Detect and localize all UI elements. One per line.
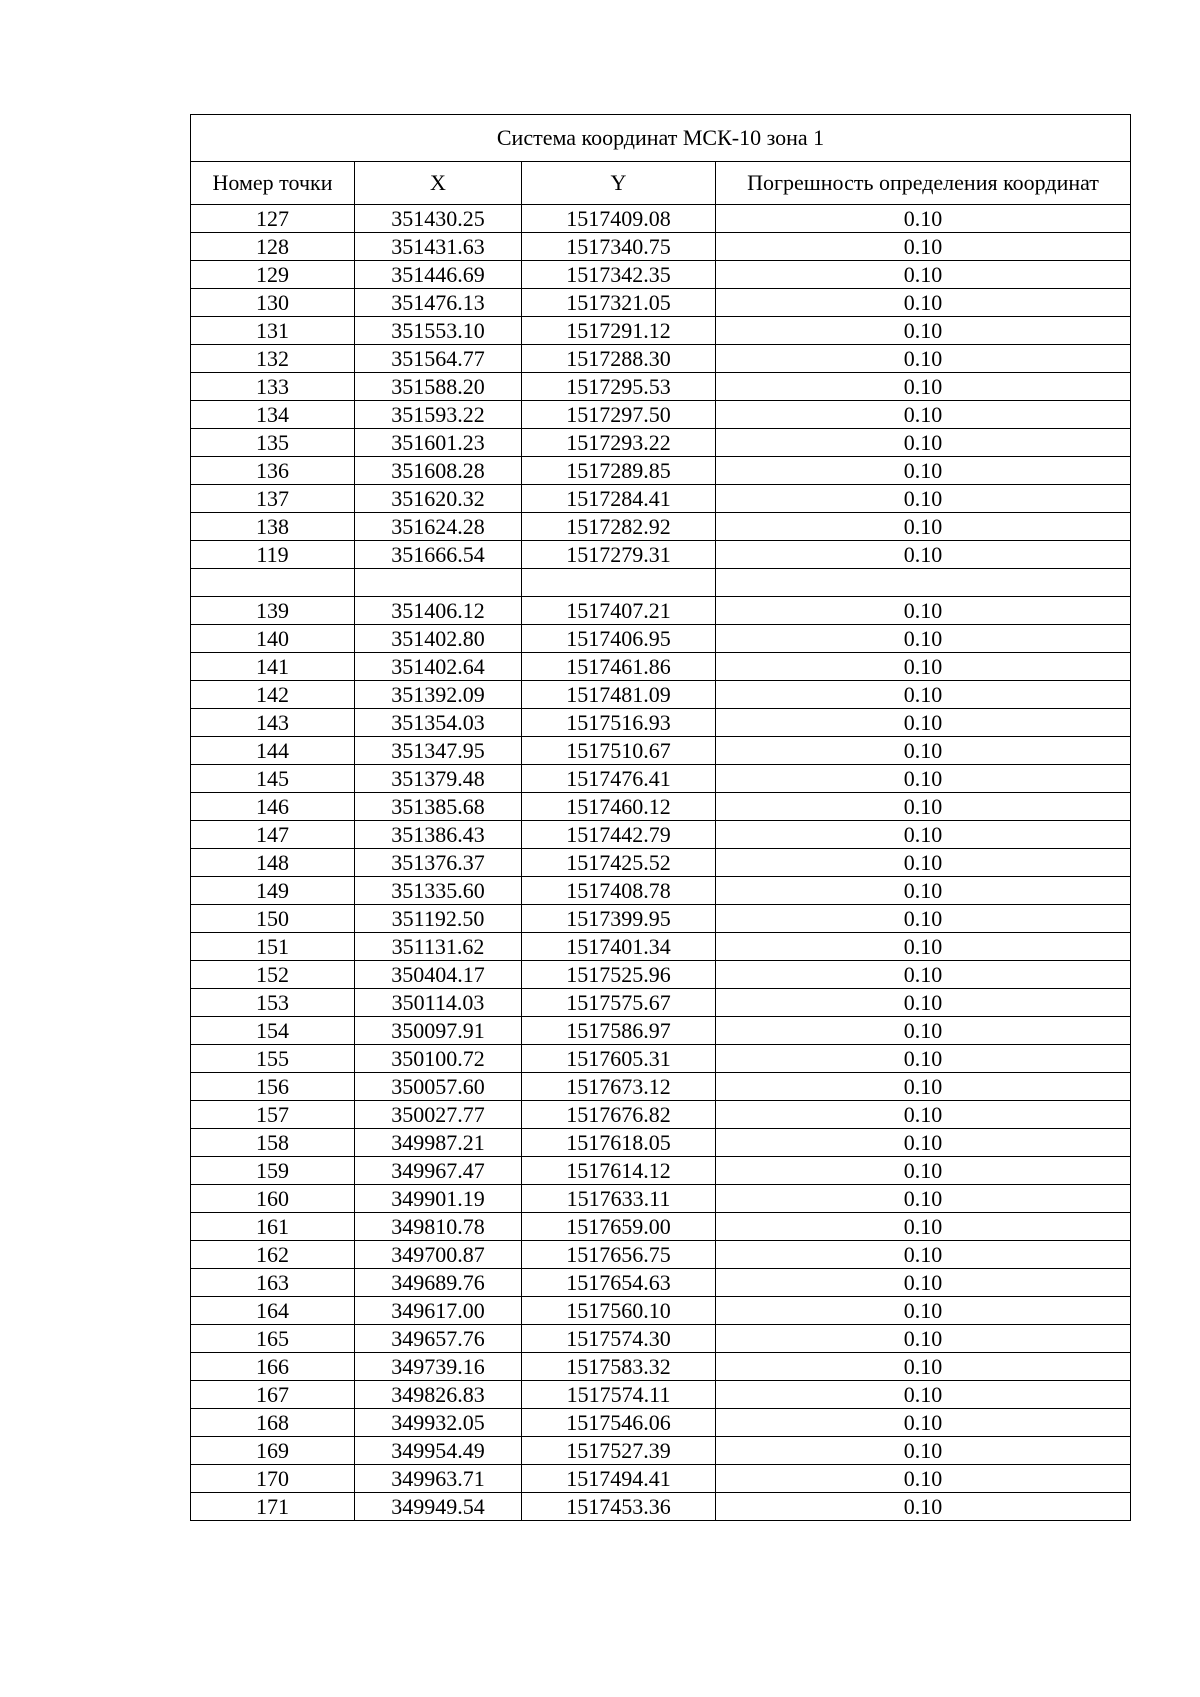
cell-point-number: 119 bbox=[191, 541, 355, 569]
cell-accuracy: 0.10 bbox=[716, 737, 1131, 765]
cell-y: 1517673.12 bbox=[522, 1073, 716, 1101]
table-row bbox=[191, 485, 1131, 513]
cell-y: 1517297.50 bbox=[522, 401, 716, 429]
table-row bbox=[191, 933, 1131, 961]
cell-point-number: 157 bbox=[191, 1101, 355, 1129]
cell-point-number: 136 bbox=[191, 457, 355, 485]
table-row bbox=[191, 681, 1131, 709]
cell-x: 351666.54 bbox=[355, 541, 522, 569]
table-row bbox=[191, 765, 1131, 793]
cell-y: 1517461.86 bbox=[522, 653, 716, 681]
table-row bbox=[191, 401, 1131, 429]
cell-x: 349657.76 bbox=[355, 1325, 522, 1353]
table-row bbox=[191, 709, 1131, 737]
cell-point-number: 143 bbox=[191, 709, 355, 737]
table-row bbox=[191, 317, 1131, 345]
table-row bbox=[191, 1269, 1131, 1297]
cell-accuracy: 0.10 bbox=[716, 765, 1131, 793]
cell-point-number: 127 bbox=[191, 205, 355, 233]
cell-point-number: 148 bbox=[191, 849, 355, 877]
cell-accuracy: 0.10 bbox=[716, 205, 1131, 233]
coordinates-table bbox=[190, 114, 1131, 1521]
table-row bbox=[191, 737, 1131, 765]
cell-y: 1517282.92 bbox=[522, 513, 716, 541]
cell-x: 351131.62 bbox=[355, 933, 522, 961]
cell-accuracy: 0.10 bbox=[716, 1101, 1131, 1129]
cell-point-number bbox=[191, 569, 355, 597]
cell-x: 351593.22 bbox=[355, 401, 522, 429]
cell-point-number: 159 bbox=[191, 1157, 355, 1185]
cell-accuracy: 0.10 bbox=[716, 1045, 1131, 1073]
cell-x: 351588.20 bbox=[355, 373, 522, 401]
cell-accuracy: 0.10 bbox=[716, 597, 1131, 625]
table-row bbox=[191, 1325, 1131, 1353]
cell-x: 349901.19 bbox=[355, 1185, 522, 1213]
cell-point-number: 132 bbox=[191, 345, 355, 373]
cell-x: 349810.78 bbox=[355, 1213, 522, 1241]
cell-point-number: 138 bbox=[191, 513, 355, 541]
cell-accuracy: 0.10 bbox=[716, 513, 1131, 541]
cell-y: 1517295.53 bbox=[522, 373, 716, 401]
cell-x: 351620.32 bbox=[355, 485, 522, 513]
cell-point-number: 163 bbox=[191, 1269, 355, 1297]
cell-x: 349739.16 bbox=[355, 1353, 522, 1381]
table-row bbox=[191, 1101, 1131, 1129]
cell-accuracy: 0.10 bbox=[716, 1157, 1131, 1185]
cell-accuracy: 0.10 bbox=[716, 1353, 1131, 1381]
cell-y: 1517546.06 bbox=[522, 1409, 716, 1437]
cell-y: 1517291.12 bbox=[522, 317, 716, 345]
cell-y: 1517676.82 bbox=[522, 1101, 716, 1129]
table-row bbox=[191, 1045, 1131, 1073]
cell-y: 1517279.31 bbox=[522, 541, 716, 569]
cell-point-number: 129 bbox=[191, 261, 355, 289]
cell-x: 350404.17 bbox=[355, 961, 522, 989]
cell-x: 349967.47 bbox=[355, 1157, 522, 1185]
header-accuracy: Погрешность определения координат bbox=[716, 162, 1131, 205]
table-row bbox=[191, 1437, 1131, 1465]
cell-accuracy: 0.10 bbox=[716, 1437, 1131, 1465]
cell-x: 351431.63 bbox=[355, 233, 522, 261]
table-row bbox=[191, 905, 1131, 933]
cell-point-number: 130 bbox=[191, 289, 355, 317]
cell-y: 1517288.30 bbox=[522, 345, 716, 373]
cell-y: 1517425.52 bbox=[522, 849, 716, 877]
cell-y: 1517656.75 bbox=[522, 1241, 716, 1269]
cell-point-number: 144 bbox=[191, 737, 355, 765]
cell-point-number: 155 bbox=[191, 1045, 355, 1073]
cell-accuracy: 0.10 bbox=[716, 1213, 1131, 1241]
cell-accuracy: 0.10 bbox=[716, 1073, 1131, 1101]
table-row bbox=[191, 1157, 1131, 1185]
cell-x: 351430.25 bbox=[355, 205, 522, 233]
cell-accuracy: 0.10 bbox=[716, 429, 1131, 457]
cell-point-number: 158 bbox=[191, 1129, 355, 1157]
cell-x: 351335.60 bbox=[355, 877, 522, 905]
cell-point-number: 142 bbox=[191, 681, 355, 709]
cell-accuracy: 0.10 bbox=[716, 541, 1131, 569]
cell-point-number: 167 bbox=[191, 1381, 355, 1409]
table-row bbox=[191, 1213, 1131, 1241]
table-row bbox=[191, 877, 1131, 905]
cell-point-number: 165 bbox=[191, 1325, 355, 1353]
cell-y: 1517583.32 bbox=[522, 1353, 716, 1381]
cell-accuracy: 0.10 bbox=[716, 1381, 1131, 1409]
cell-accuracy: 0.10 bbox=[716, 1185, 1131, 1213]
cell-accuracy: 0.10 bbox=[716, 1493, 1131, 1521]
table-row bbox=[191, 513, 1131, 541]
cell-x: 351402.80 bbox=[355, 625, 522, 653]
cell-accuracy: 0.10 bbox=[716, 1129, 1131, 1157]
cell-x: 349700.87 bbox=[355, 1241, 522, 1269]
table-row bbox=[191, 961, 1131, 989]
cell-y: 1517408.78 bbox=[522, 877, 716, 905]
table-row bbox=[191, 849, 1131, 877]
cell-accuracy: 0.10 bbox=[716, 1297, 1131, 1325]
cell-accuracy: 0.10 bbox=[716, 317, 1131, 345]
cell-x: 351385.68 bbox=[355, 793, 522, 821]
cell-point-number: 133 bbox=[191, 373, 355, 401]
cell-accuracy: 0.10 bbox=[716, 933, 1131, 961]
cell-x: 351476.13 bbox=[355, 289, 522, 317]
cell-point-number: 141 bbox=[191, 653, 355, 681]
cell-y: 1517342.35 bbox=[522, 261, 716, 289]
cell-point-number: 153 bbox=[191, 989, 355, 1017]
cell-accuracy: 0.10 bbox=[716, 261, 1131, 289]
cell-accuracy: 0.10 bbox=[716, 877, 1131, 905]
cell-y: 1517481.09 bbox=[522, 681, 716, 709]
table-row bbox=[191, 1465, 1131, 1493]
cell-accuracy: 0.10 bbox=[716, 1269, 1131, 1297]
cell-x bbox=[355, 569, 522, 597]
cell-x: 351379.48 bbox=[355, 765, 522, 793]
cell-y: 1517340.75 bbox=[522, 233, 716, 261]
cell-x: 351192.50 bbox=[355, 905, 522, 933]
cell-y: 1517510.67 bbox=[522, 737, 716, 765]
cell-y: 1517321.05 bbox=[522, 289, 716, 317]
cell-y: 1517293.22 bbox=[522, 429, 716, 457]
table-header-row bbox=[191, 162, 1131, 205]
cell-point-number: 139 bbox=[191, 597, 355, 625]
cell-x: 351406.12 bbox=[355, 597, 522, 625]
cell-x: 351402.64 bbox=[355, 653, 522, 681]
cell-x: 350114.03 bbox=[355, 989, 522, 1017]
cell-x: 351608.28 bbox=[355, 457, 522, 485]
cell-point-number: 162 bbox=[191, 1241, 355, 1269]
table-row bbox=[191, 989, 1131, 1017]
cell-point-number: 166 bbox=[191, 1353, 355, 1381]
cell-y: 1517409.08 bbox=[522, 205, 716, 233]
cell-y: 1517442.79 bbox=[522, 821, 716, 849]
cell-y: 1517574.11 bbox=[522, 1381, 716, 1409]
table-title: Система координат МСК-10 зона 1 bbox=[191, 115, 1131, 162]
header-x: X bbox=[355, 162, 522, 205]
cell-y: 1517406.95 bbox=[522, 625, 716, 653]
cell-accuracy: 0.10 bbox=[716, 289, 1131, 317]
table-row bbox=[191, 373, 1131, 401]
cell-y: 1517560.10 bbox=[522, 1297, 716, 1325]
cell-x: 351446.69 bbox=[355, 261, 522, 289]
cell-point-number: 145 bbox=[191, 765, 355, 793]
cell-x: 351392.09 bbox=[355, 681, 522, 709]
cell-x: 349689.76 bbox=[355, 1269, 522, 1297]
cell-accuracy: 0.10 bbox=[716, 1241, 1131, 1269]
table-row bbox=[191, 597, 1131, 625]
cell-point-number: 146 bbox=[191, 793, 355, 821]
cell-x: 351354.03 bbox=[355, 709, 522, 737]
table-row bbox=[191, 457, 1131, 485]
cell-accuracy: 0.10 bbox=[716, 821, 1131, 849]
cell-y: 1517401.34 bbox=[522, 933, 716, 961]
cell-x: 351624.28 bbox=[355, 513, 522, 541]
cell-point-number: 161 bbox=[191, 1213, 355, 1241]
cell-accuracy: 0.10 bbox=[716, 849, 1131, 877]
table-body bbox=[191, 205, 1131, 1521]
table-row bbox=[191, 793, 1131, 821]
table-row bbox=[191, 1381, 1131, 1409]
cell-accuracy: 0.10 bbox=[716, 653, 1131, 681]
table-row bbox=[191, 233, 1131, 261]
cell-x: 350100.72 bbox=[355, 1045, 522, 1073]
table-row bbox=[191, 261, 1131, 289]
cell-accuracy: 0.10 bbox=[716, 457, 1131, 485]
table-row bbox=[191, 1185, 1131, 1213]
cell-point-number: 169 bbox=[191, 1437, 355, 1465]
cell-point-number: 149 bbox=[191, 877, 355, 905]
cell-point-number: 152 bbox=[191, 961, 355, 989]
cell-point-number: 168 bbox=[191, 1409, 355, 1437]
cell-point-number: 154 bbox=[191, 1017, 355, 1045]
cell-y: 1517574.30 bbox=[522, 1325, 716, 1353]
cell-y: 1517284.41 bbox=[522, 485, 716, 513]
cell-y: 1517659.00 bbox=[522, 1213, 716, 1241]
cell-y bbox=[522, 569, 716, 597]
cell-y: 1517289.85 bbox=[522, 457, 716, 485]
cell-point-number: 160 bbox=[191, 1185, 355, 1213]
table-row bbox=[191, 1129, 1131, 1157]
cell-accuracy: 0.10 bbox=[716, 1325, 1131, 1353]
cell-x: 351347.95 bbox=[355, 737, 522, 765]
cell-point-number: 134 bbox=[191, 401, 355, 429]
header-point-number: Номер точки bbox=[191, 162, 355, 205]
cell-point-number: 164 bbox=[191, 1297, 355, 1325]
cell-point-number: 150 bbox=[191, 905, 355, 933]
cell-accuracy: 0.10 bbox=[716, 401, 1131, 429]
cell-y: 1517516.93 bbox=[522, 709, 716, 737]
cell-accuracy: 0.10 bbox=[716, 1409, 1131, 1437]
cell-accuracy: 0.10 bbox=[716, 793, 1131, 821]
cell-accuracy: 0.10 bbox=[716, 905, 1131, 933]
table-row bbox=[191, 625, 1131, 653]
cell-point-number: 171 bbox=[191, 1493, 355, 1521]
cell-y: 1517453.36 bbox=[522, 1493, 716, 1521]
cell-point-number: 140 bbox=[191, 625, 355, 653]
table-row bbox=[191, 345, 1131, 373]
cell-y: 1517399.95 bbox=[522, 905, 716, 933]
cell-accuracy: 0.10 bbox=[716, 485, 1131, 513]
cell-x: 349949.54 bbox=[355, 1493, 522, 1521]
table-row bbox=[191, 1017, 1131, 1045]
cell-y: 1517654.63 bbox=[522, 1269, 716, 1297]
cell-x: 349826.83 bbox=[355, 1381, 522, 1409]
cell-x: 351386.43 bbox=[355, 821, 522, 849]
table-row bbox=[191, 1409, 1131, 1437]
cell-y: 1517460.12 bbox=[522, 793, 716, 821]
table-row bbox=[191, 1241, 1131, 1269]
cell-x: 350097.91 bbox=[355, 1017, 522, 1045]
cell-x: 350027.77 bbox=[355, 1101, 522, 1129]
cell-x: 349963.71 bbox=[355, 1465, 522, 1493]
cell-point-number: 137 bbox=[191, 485, 355, 513]
cell-accuracy: 0.10 bbox=[716, 681, 1131, 709]
cell-y: 1517614.12 bbox=[522, 1157, 716, 1185]
cell-x: 351376.37 bbox=[355, 849, 522, 877]
cell-accuracy bbox=[716, 569, 1131, 597]
table-title-row bbox=[191, 115, 1131, 162]
cell-accuracy: 0.10 bbox=[716, 345, 1131, 373]
cell-accuracy: 0.10 bbox=[716, 373, 1131, 401]
cell-accuracy: 0.10 bbox=[716, 625, 1131, 653]
cell-accuracy: 0.10 bbox=[716, 1465, 1131, 1493]
header-y: Y bbox=[522, 162, 716, 205]
table-row bbox=[191, 541, 1131, 569]
cell-y: 1517618.05 bbox=[522, 1129, 716, 1157]
cell-point-number: 156 bbox=[191, 1073, 355, 1101]
cell-x: 351553.10 bbox=[355, 317, 522, 345]
cell-y: 1517494.41 bbox=[522, 1465, 716, 1493]
cell-point-number: 147 bbox=[191, 821, 355, 849]
cell-point-number: 135 bbox=[191, 429, 355, 457]
cell-y: 1517525.96 bbox=[522, 961, 716, 989]
cell-y: 1517527.39 bbox=[522, 1437, 716, 1465]
table-row bbox=[191, 569, 1131, 597]
cell-y: 1517586.97 bbox=[522, 1017, 716, 1045]
cell-x: 349987.21 bbox=[355, 1129, 522, 1157]
cell-y: 1517476.41 bbox=[522, 765, 716, 793]
cell-y: 1517633.11 bbox=[522, 1185, 716, 1213]
cell-accuracy: 0.10 bbox=[716, 709, 1131, 737]
cell-accuracy: 0.10 bbox=[716, 961, 1131, 989]
cell-point-number: 151 bbox=[191, 933, 355, 961]
table-row bbox=[191, 289, 1131, 317]
table-row bbox=[191, 205, 1131, 233]
table-row bbox=[191, 1493, 1131, 1521]
cell-y: 1517407.21 bbox=[522, 597, 716, 625]
cell-accuracy: 0.10 bbox=[716, 1017, 1131, 1045]
table-row bbox=[191, 1073, 1131, 1101]
cell-x: 351601.23 bbox=[355, 429, 522, 457]
cell-accuracy: 0.10 bbox=[716, 233, 1131, 261]
cell-point-number: 128 bbox=[191, 233, 355, 261]
cell-x: 350057.60 bbox=[355, 1073, 522, 1101]
cell-y: 1517575.67 bbox=[522, 989, 716, 1017]
cell-x: 349932.05 bbox=[355, 1409, 522, 1437]
cell-x: 351564.77 bbox=[355, 345, 522, 373]
cell-point-number: 131 bbox=[191, 317, 355, 345]
cell-x: 349954.49 bbox=[355, 1437, 522, 1465]
cell-y: 1517605.31 bbox=[522, 1045, 716, 1073]
table-row bbox=[191, 821, 1131, 849]
table-row bbox=[191, 1297, 1131, 1325]
cell-accuracy: 0.10 bbox=[716, 989, 1131, 1017]
table-row bbox=[191, 1353, 1131, 1381]
cell-x: 349617.00 bbox=[355, 1297, 522, 1325]
table-row bbox=[191, 429, 1131, 457]
cell-point-number: 170 bbox=[191, 1465, 355, 1493]
table-row bbox=[191, 653, 1131, 681]
